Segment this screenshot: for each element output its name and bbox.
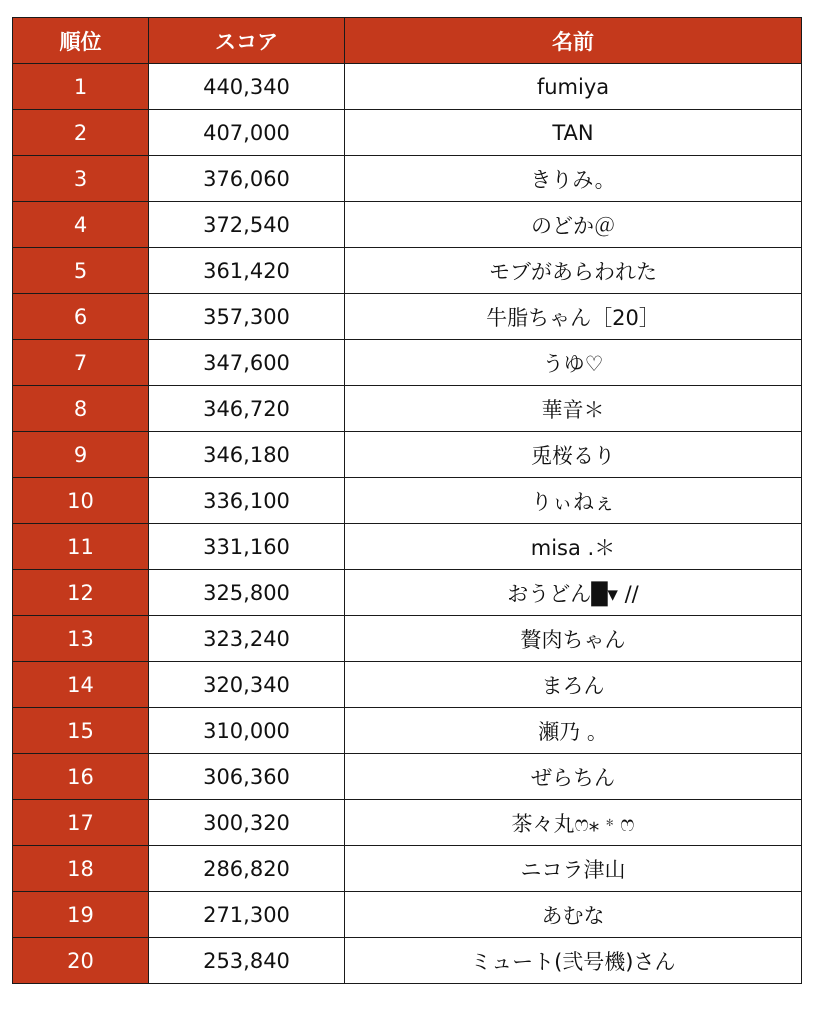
table-row — [13, 570, 802, 616]
name-cell: TAN — [345, 110, 802, 156]
score-column-header: スコア — [149, 18, 345, 64]
rank-cell: 11 — [13, 524, 149, 570]
table-header — [13, 18, 802, 64]
name-cell: モブがあらわれた — [345, 248, 802, 294]
table-row — [13, 386, 802, 432]
rank-cell: 17 — [13, 800, 149, 846]
score-cell: 372,540 — [149, 202, 345, 248]
rank-cell: 1 — [13, 64, 149, 110]
score-cell: 286,820 — [149, 846, 345, 892]
table-row — [13, 662, 802, 708]
name-column-header: 名前 — [345, 18, 802, 64]
name-cell: おうどん█▾ // — [345, 570, 802, 616]
table-row — [13, 524, 802, 570]
table-body — [13, 64, 802, 984]
score-cell: 253,840 — [149, 938, 345, 984]
header-row — [13, 18, 802, 64]
score-cell: 323,240 — [149, 616, 345, 662]
rank-cell: 15 — [13, 708, 149, 754]
table-row — [13, 294, 802, 340]
score-cell: 376,060 — [149, 156, 345, 202]
table-row — [13, 340, 802, 386]
name-cell: fumiya — [345, 64, 802, 110]
score-cell: 325,800 — [149, 570, 345, 616]
score-cell: 346,180 — [149, 432, 345, 478]
table-row — [13, 156, 802, 202]
table-row — [13, 478, 802, 524]
name-cell: のどか＠ — [345, 202, 802, 248]
name-cell: あむな — [345, 892, 802, 938]
score-cell: 320,340 — [149, 662, 345, 708]
score-cell: 346,720 — [149, 386, 345, 432]
table-row — [13, 110, 802, 156]
name-cell: 茶々丸ෆ⁎﹡ෆ — [345, 800, 802, 846]
table-row — [13, 248, 802, 294]
rank-cell: 7 — [13, 340, 149, 386]
name-cell: 兎桜るり — [345, 432, 802, 478]
score-cell: 331,160 — [149, 524, 345, 570]
score-cell: 271,300 — [149, 892, 345, 938]
table-row — [13, 846, 802, 892]
name-cell: まろん — [345, 662, 802, 708]
score-cell: 306,360 — [149, 754, 345, 800]
score-cell: 440,340 — [149, 64, 345, 110]
table-row — [13, 892, 802, 938]
name-cell: ミュート(弐号機)さん — [345, 938, 802, 984]
score-cell: 361,420 — [149, 248, 345, 294]
score-cell: 300,320 — [149, 800, 345, 846]
table-row — [13, 202, 802, 248]
score-cell: 357,300 — [149, 294, 345, 340]
rank-cell: 13 — [13, 616, 149, 662]
name-cell: りぃねぇ — [345, 478, 802, 524]
table-row — [13, 432, 802, 478]
rank-cell: 18 — [13, 846, 149, 892]
name-cell: misa .＊ — [345, 524, 802, 570]
rank-cell: 9 — [13, 432, 149, 478]
name-cell: ぜらちん — [345, 754, 802, 800]
rank-cell: 14 — [13, 662, 149, 708]
table-row — [13, 754, 802, 800]
rank-cell: 5 — [13, 248, 149, 294]
name-cell: 華音＊ — [345, 386, 802, 432]
rank-cell: 8 — [13, 386, 149, 432]
name-cell: うゆ♡ — [345, 340, 802, 386]
rank-column-header: 順位 — [13, 18, 149, 64]
name-cell: ニコラ津山 — [345, 846, 802, 892]
ranking-table — [12, 17, 802, 984]
rank-cell: 12 — [13, 570, 149, 616]
table-row — [13, 800, 802, 846]
name-cell: 贅肉ちゃん — [345, 616, 802, 662]
rank-cell: 20 — [13, 938, 149, 984]
rank-cell: 3 — [13, 156, 149, 202]
table-row — [13, 616, 802, 662]
name-cell: 瀬乃 。 — [345, 708, 802, 754]
rank-cell: 16 — [13, 754, 149, 800]
table-row — [13, 708, 802, 754]
rank-cell: 10 — [13, 478, 149, 524]
table-row — [13, 938, 802, 984]
score-cell: 310,000 — [149, 708, 345, 754]
rank-cell: 4 — [13, 202, 149, 248]
score-cell: 336,100 — [149, 478, 345, 524]
table-row — [13, 64, 802, 110]
rank-cell: 19 — [13, 892, 149, 938]
rank-cell: 6 — [13, 294, 149, 340]
score-cell: 347,600 — [149, 340, 345, 386]
name-cell: きりみ。 — [345, 156, 802, 202]
name-cell: 牛脂ちゃん［20］ — [345, 294, 802, 340]
score-cell: 407,000 — [149, 110, 345, 156]
rank-cell: 2 — [13, 110, 149, 156]
